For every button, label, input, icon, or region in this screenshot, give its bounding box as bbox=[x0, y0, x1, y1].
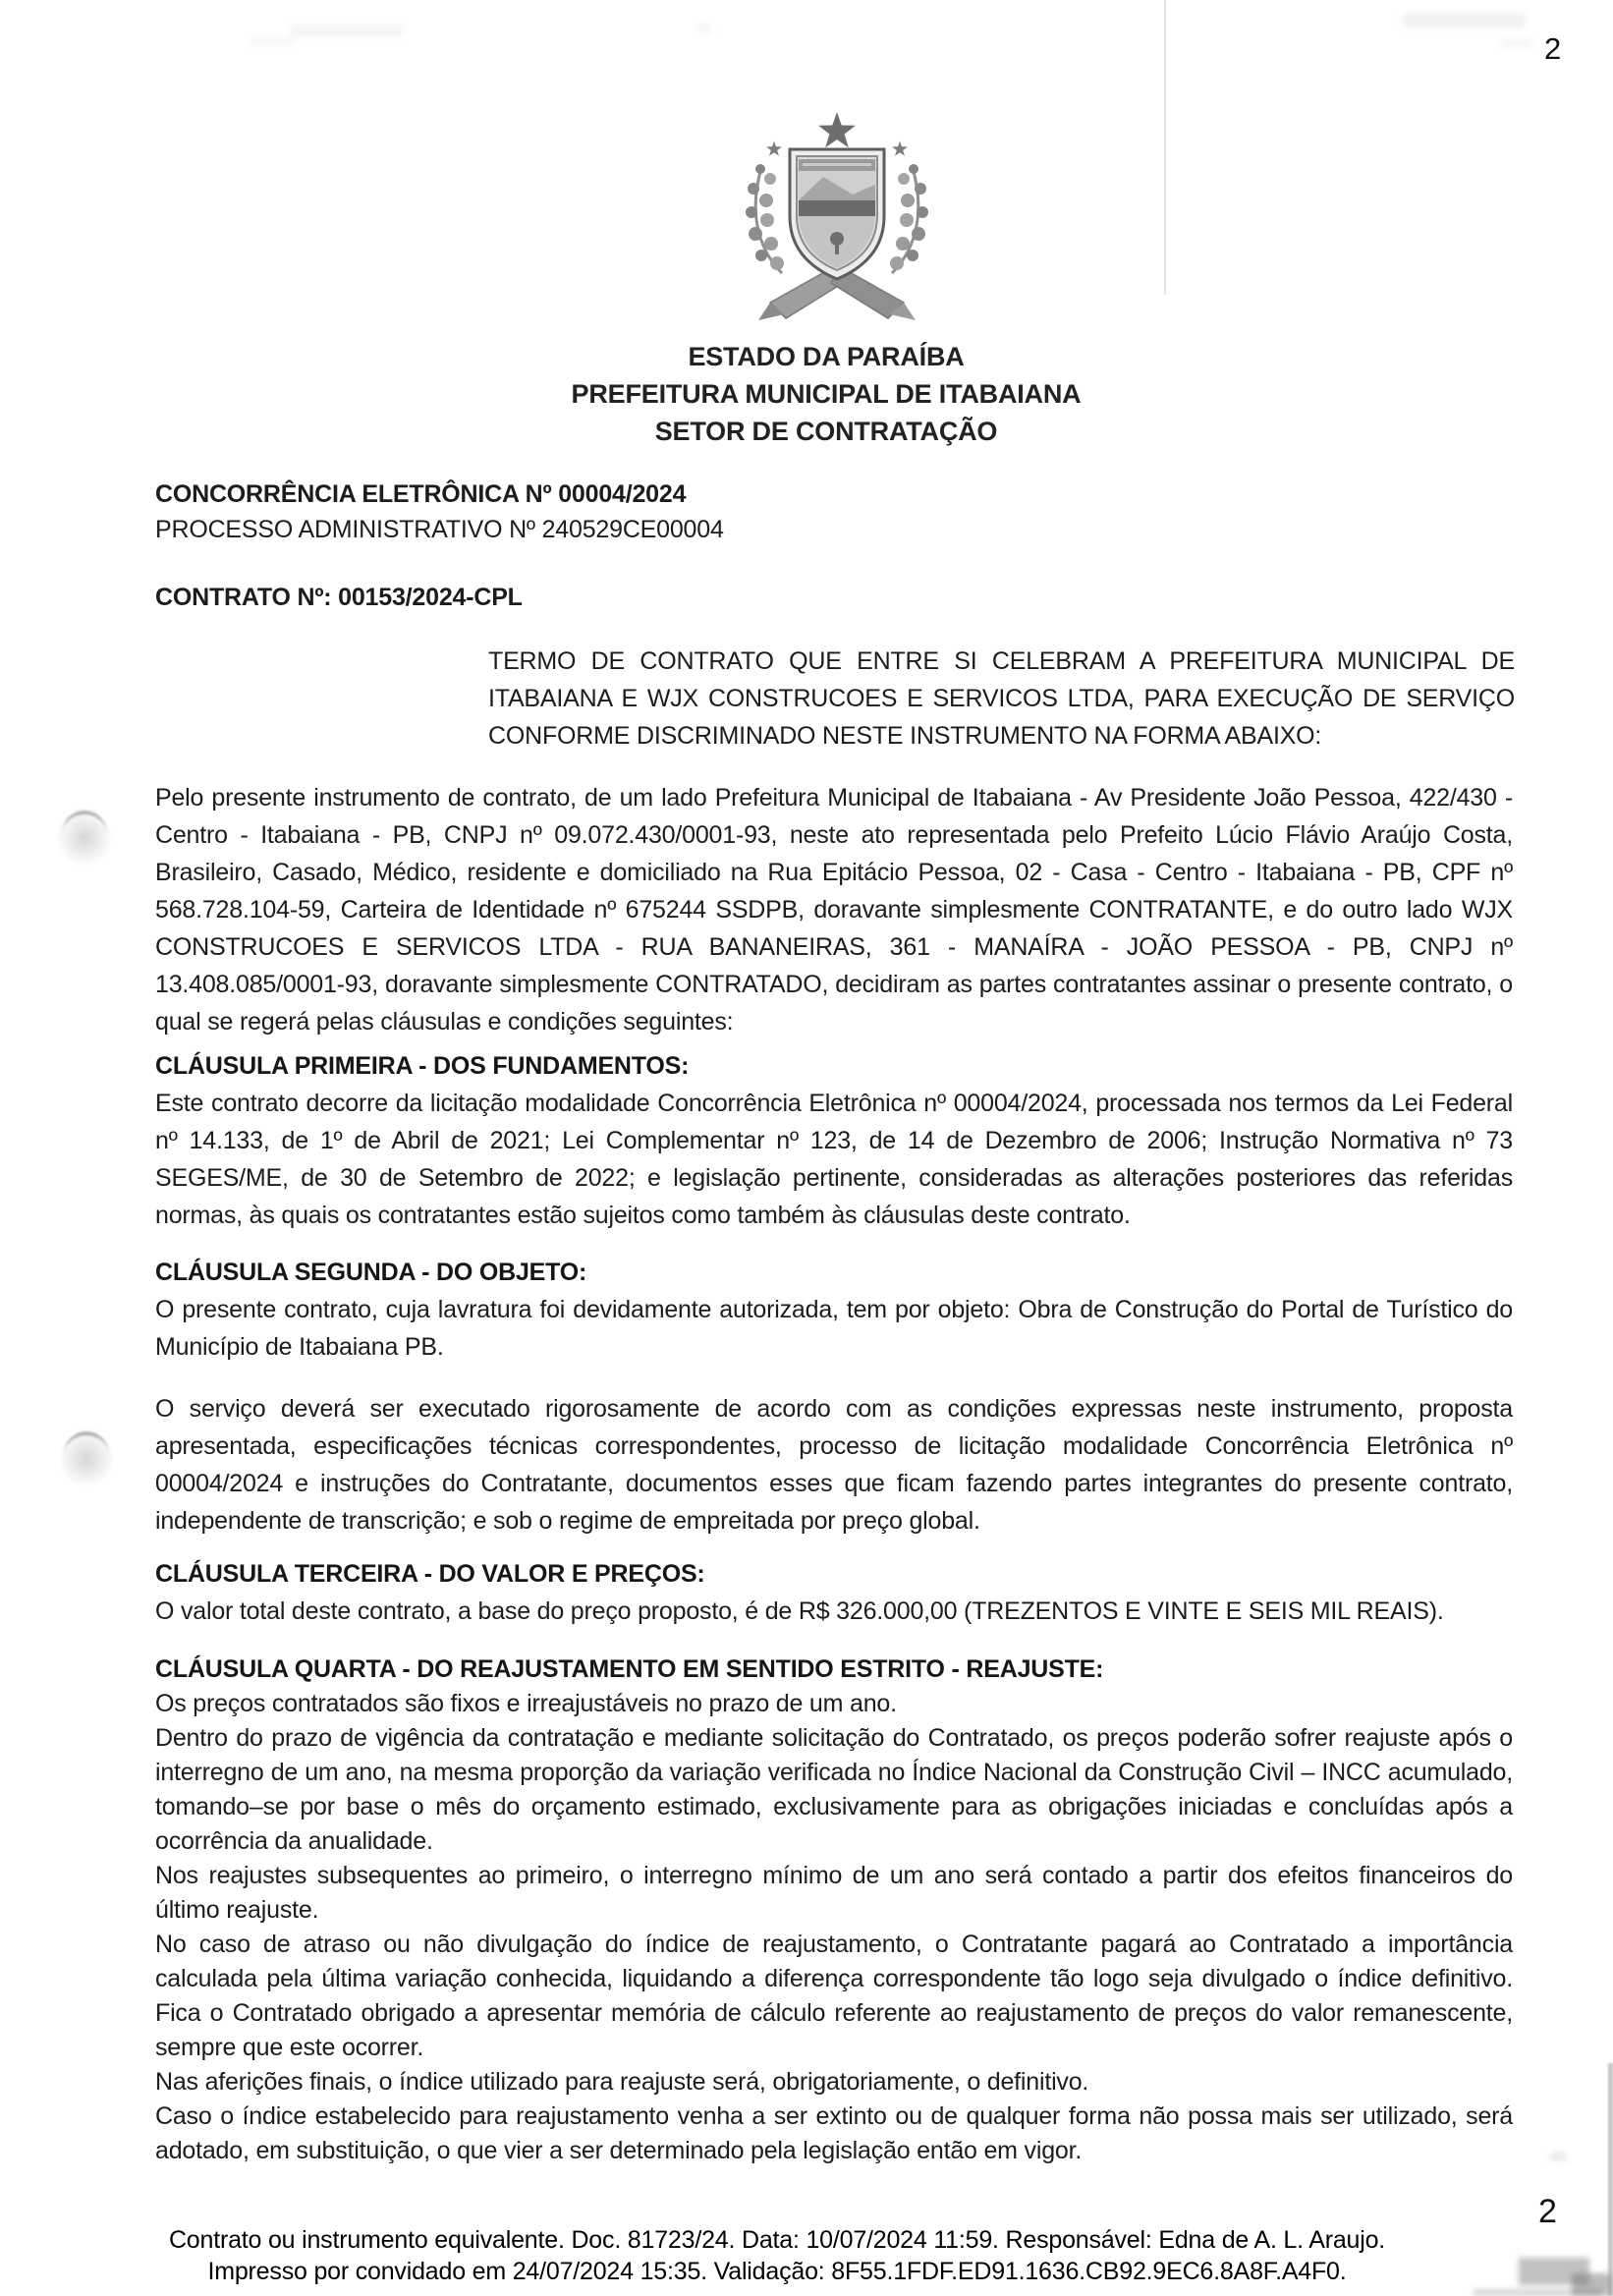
tender-number: CONCORRÊNCIA ELETRÔNICA Nº 00004/2024 bbox=[155, 480, 687, 508]
clause-third-title: CLÁUSULA TERCEIRA - DO VALOR E PREÇOS: bbox=[155, 1560, 705, 1588]
scan-smudge bbox=[290, 26, 403, 36]
clause-second-paragraph-1: O presente contrato, cuja lavratura foi devidamente autorizada, tem por objeto: Obra de Construção do Portal de Turístico do Município de Itabaiana PB. bbox=[155, 1296, 1513, 1361]
scan-smudge bbox=[1403, 14, 1526, 28]
hole-punch-mark bbox=[57, 812, 112, 867]
parties-paragraph: Pelo presente instrumento de contrato, de um lado Prefeitura Municipal de Itabaiana - Av Presidente João Pessoa, 422/430 - Centro - Itabaiana - PB, CNPJ nº 09.072.430/0001-93, neste ato representada pelo Prefeito Lúcio Flávio Araújo Costa, Brasileiro, Casado, Médico, residente e domiciliado na Rua Epitácio Pessoa, 02 - Casa - Centro - Itabaiana - PB, CPF nº 568.728.104-59, Carteira de Identidade nº 675244 SSDPB, doravante simplesmente CONTRATANTE, e do outro lado WJX CONSTRUCOES E SERVICOS LTDA - RUA BANANEIRAS, 361 - MANAÍRA - JOÃO PESSOA - PB, CNPJ nº 13.408.085/0001-93, doravante simplesmente CONTRATADO, decidiram as partes contratantes assinar o presente contrato, o qual se regerá pelas cláusulas e condições seguintes: bbox=[155, 784, 1513, 1036]
org-header bbox=[157, 338, 1495, 450]
clause-fourth bbox=[155, 1652, 1513, 2168]
print-footer bbox=[0, 2224, 1554, 2287]
org-municipality: PREFEITURA MUNICIPAL DE ITABAIANA bbox=[571, 379, 1082, 409]
clause-second-title: CLÁUSULA SEGUNDA - DO OBJETO: bbox=[155, 1259, 587, 1286]
contract-number: CONTRATO Nº: 00153/2024-CPL bbox=[155, 584, 523, 611]
hole-punch-mark bbox=[59, 1432, 114, 1487]
clause-third-paragraph: O valor total deste contrato, a base do preço proposto, é de R$ 326.000,00 (TREZENTOS E VINTE E SEIS MIL REAIS). bbox=[155, 1597, 1444, 1625]
scan-crease-line bbox=[1164, 0, 1166, 295]
clause-fourth-paragraph-5: Nas aferições finais, o índice utilizado para reajuste será, obrigatoriamente, o definitivo. bbox=[155, 2068, 1089, 2096]
clause-first-title: CLÁUSULA PRIMEIRA - DOS FUNDAMENTOS: bbox=[155, 1052, 690, 1080]
clause-third bbox=[155, 1555, 1513, 1630]
page-number-bottom: 2 bbox=[1538, 2193, 1557, 2230]
clause-fourth-title: CLÁUSULA QUARTA - DO REAJUSTAMENTO EM SENTIDO ESTRITO - REAJUSTE: bbox=[155, 1655, 1104, 1683]
clause-second-paragraph-2: O serviço deverá ser executado rigorosamente de acordo com as condições expressas neste instrumento, proposta apresentada, especificações técnicas correspondentes, processo de licitação modalidade Concorrência Eletrônica nº 00004/2024 e instruções do Contratante, documentos esses que ficam fazendo partes integrantes do presente contrato, independente de transcrição; e sob o regime de empreitada por preço global. bbox=[155, 1395, 1513, 1535]
scan-smudge bbox=[1501, 39, 1532, 47]
clause-fourth-paragraph-1: Os preços contratados são fixos e irreajustáveis no prazo de um ano. bbox=[155, 1690, 897, 1717]
scan-edge-strip bbox=[1608, 2063, 1613, 2296]
clause-fourth-paragraph-4: No caso de atraso ou não divulgação do índice de reajustamento, o Contratante pagará ao Contratado a importância calculada pela última variação conhecida, liquidando a diferença correspondente tão logo seja divulgado o índice definitivo. Fica o Contratado obrigado a apresentar memória de cálculo referente ao reajustamento de preços do valor remanescente, sempre que este ocorrer. bbox=[155, 1931, 1513, 2061]
org-state: ESTADO DA PARAÍBA bbox=[688, 342, 965, 371]
footer-line-2: Impresso por convidado em 24/07/2024 15:35. Validação: 8F55.1FDF.ED91.1636.CB92.9EC6.8A8F.A4F0. bbox=[207, 2258, 1347, 2285]
scan-smudge bbox=[1550, 2152, 1566, 2161]
footer-line-1: Contrato ou instrumento equivalente. Doc. 81723/24. Data: 10/07/2024 11:59. Responsável: Edna de A. L. Araujo. bbox=[168, 2226, 1386, 2254]
recital-paragraph: TERMO DE CONTRATO QUE ENTRE SI CELEBRAM A PREFEITURA MUNICIPAL DE ITABAIANA E WJX CONSTRUCOES E SERVICOS LTDA, PARA EXECUÇÃO DE SERVIÇO CONFORME DISCRIMINADO NESTE INSTRUMENTO NA FORMA ABAIXO: bbox=[488, 647, 1515, 750]
clause-fourth-paragraph-6: Caso o índice estabelecido para reajustamento venha a ser extinto ou de qualquer forma não possa mais ser utilizado, será adotado, em substituição, o que vier a ser determinado pela legislação então em vigor. bbox=[155, 2102, 1513, 2164]
process-number: PROCESSO ADMINISTRATIVO Nº 240529CE00004 bbox=[155, 516, 724, 543]
clause-first bbox=[155, 1047, 1513, 1234]
coat-of-arms-icon bbox=[733, 108, 941, 341]
clause-first-paragraph: Este contrato decorre da licitação modalidade Concorrência Eletrônica nº 00004/2024, processada nos termos da Lei Federal nº 14.133, de 1º de Abril de 2021; Lei Complementar nº 123, de 14 de Dezembro de 2006; Instrução Normativa nº 73 SEGES/ME, de 30 de Setembro de 2022; e legislação pertinente, consideradas as alterações posteriores das referidas normas, às quais os contratantes estão sujeitos como também às cláusulas deste contrato. bbox=[155, 1090, 1513, 1229]
clause-fourth-paragraph-2: Dentro do prazo de vigência da contratação e mediante solicitação do Contratado, os preços poderão sofrer reajuste após o interregno de um ano, na mesma proporção da variação verificada no Índice Nacional da Construção Civil – INCC acumulado, tomando–se por base o mês do orçamento estimado, exclusivamente para as obrigações iniciadas e concluídas após a ocorrência da anualidade. bbox=[155, 1724, 1513, 1855]
scan-blob bbox=[1474, 2289, 1601, 2296]
scan-smudge bbox=[250, 37, 295, 45]
page-number-top: 2 bbox=[1544, 31, 1562, 66]
clause-fourth-paragraph-3: Nos reajustes subsequentes ao primeiro, o interregno mínimo de um ano será contado a partir dos efeitos financeiros do último reajuste. bbox=[155, 1862, 1513, 1924]
org-department: SETOR DE CONTRATAÇÃO bbox=[654, 417, 998, 446]
clause-second bbox=[155, 1254, 1513, 1540]
scan-smudge bbox=[697, 24, 711, 33]
reference-block bbox=[155, 476, 1515, 547]
